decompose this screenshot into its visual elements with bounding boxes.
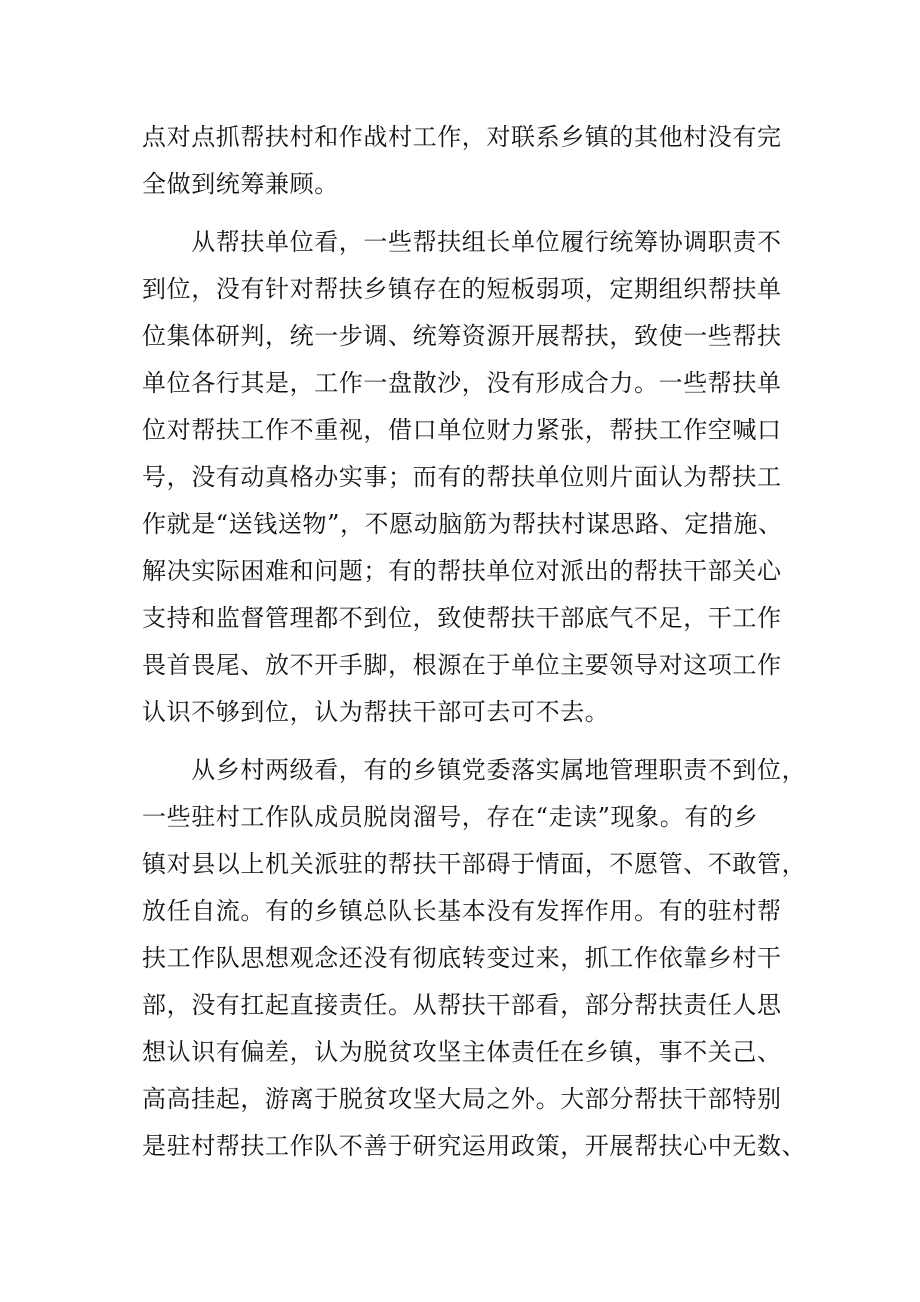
- paragraph-gap: [142, 208, 782, 219]
- paragraph-gap: [142, 736, 782, 747]
- text-line: 一些驻村工作队成员脱岗溜号，存在“走读”现象。有的乡: [142, 803, 759, 831]
- text-line: 扶工作队思想观念还没有彻底转变过来，抓工作依靠乡村干: [142, 944, 782, 972]
- text-line: 想认识有偏差，认为脱贫攻坚主体责任在乡镇，事不关己、: [142, 1038, 782, 1066]
- text-line: 高高挂起，游离于脱贫攻坚大局之外。大部分帮扶干部特别: [142, 1085, 782, 1113]
- text-line: 支持和监督管理都不到位，致使帮扶干部底气不足，干工作: [142, 604, 782, 632]
- text-line: 是驻村帮扶工作队不善于研究运用政策，开展帮扶心中无数、: [142, 1132, 807, 1160]
- text-line: 位对帮扶工作不重视，借口单位财力紧张，帮扶工作空喊口: [142, 416, 782, 444]
- text-line: 镇对县以上机关派驻的帮扶干部碍于情面，不愿管、不敢管，: [142, 850, 807, 878]
- text-line: 到位，没有针对帮扶乡镇存在的短板弱项，定期组织帮扶单: [142, 275, 782, 303]
- text-line: 部，没有扛起直接责任。从帮扶干部看，部分帮扶责任人思: [142, 991, 782, 1019]
- text-line: 单位各行其是，工作一盘散沙，没有形成合力。一些帮扶单: [142, 369, 782, 397]
- text-line: 从帮扶单位看，一些帮扶组长单位履行统筹协调职责不: [142, 228, 782, 256]
- text-line: 点对点抓帮扶村和作战村工作，对联系乡镇的其他村没有完: [142, 123, 782, 151]
- text-line: 认识不够到位，认为帮扶干部可去可不去。: [142, 698, 610, 726]
- text-line: 从乡村两级看，有的乡镇党委落实属地管理职责不到位，: [142, 756, 807, 784]
- document-body: [142, 114, 807, 1170]
- text-line: 位集体研判，统一步调、统筹资源开展帮扶，致使一些帮扶: [142, 322, 782, 350]
- text-line: 解决实际困难和问题；有的帮扶单位对派出的帮扶干部关心: [142, 557, 782, 585]
- text-line: 畏首畏尾、放不开手脚，根源在于单位主要领导对这项工作: [142, 651, 782, 679]
- text-line: 号，没有动真格办实事；而有的帮扶单位则片面认为帮扶工: [142, 463, 782, 491]
- text-line: 放任自流。有的乡镇总队长基本没有发挥作用。有的驻村帮: [142, 897, 782, 925]
- text-line: 全做到统筹兼顾。: [142, 170, 339, 198]
- text-line: 作就是“送钱送物”，不愿动脑筋为帮扶村谋思路、定措施、: [142, 510, 783, 538]
